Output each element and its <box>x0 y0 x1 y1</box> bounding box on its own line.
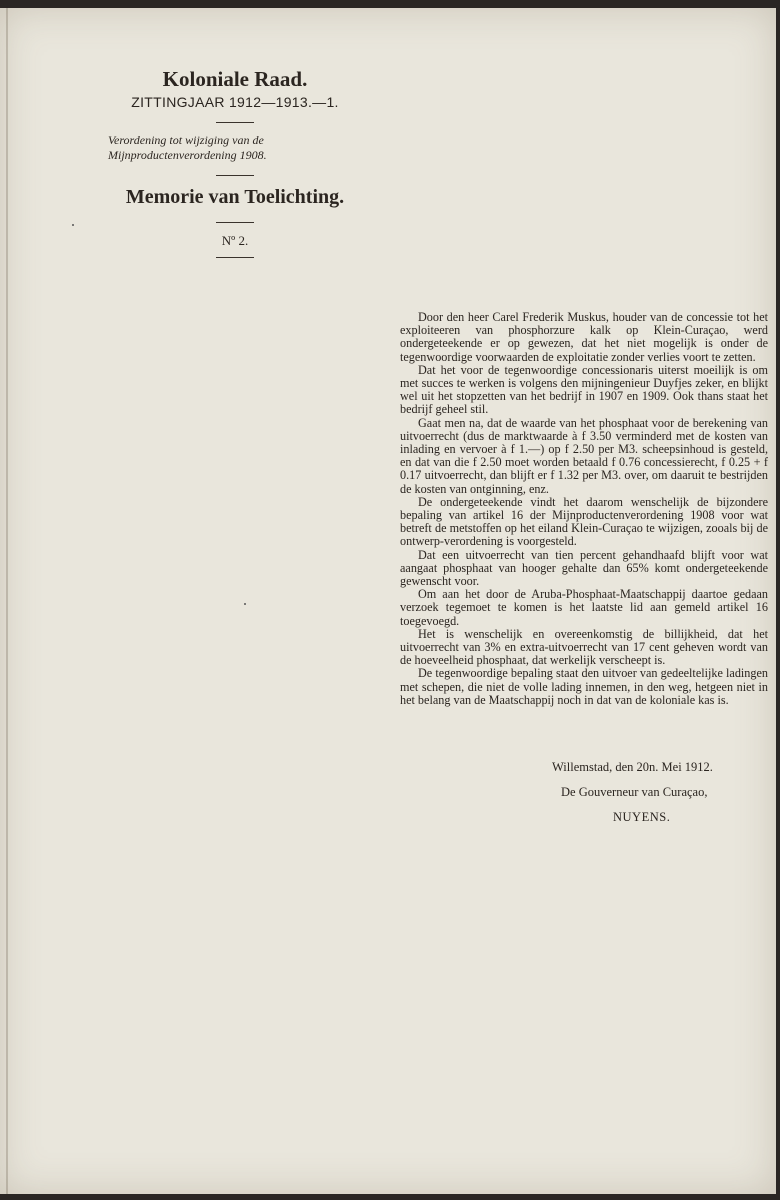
paragraph: Dat een uitvoerrecht van tien percent gehandhaafd blijft voor wat aangaat phosphaat van hooger gehalte dan 65% komt ondergeteekende gewenscht voor. <box>400 547 768 589</box>
paragraph: Het is wenschelijk en overeenkomstig de billijkheid, dat het uitvoerrecht van 3% en extra-uitvoerrecht van 17 cent geheven wordt van de hoeveelheid phosphaat, dat werkelijk verscheept is. <box>400 626 768 668</box>
document-page <box>0 8 776 1194</box>
regulation-subtitle: Verordening tot wijziging van de Mijnproductenverordening 1908. <box>108 133 267 162</box>
paragraph: Gaat men na, dat de waarde van het phosphaat voor de berekening van uitvoerrecht (dus de marktwaarde à f 3.50 verminderd met de kosten van inlading en vervoer à f 1.—) op f 2.50 per M3. scheepsinhoud is gesteld, en dat van die f 2.50 moet worden betaald f 0.76 concessierecht, f 0.25 + f 0.17 uitvoerrecht, dan blijft er f 1.32 per M3. over, om daaruit te bestrijden de kosten van ontginning, enz. <box>400 415 768 496</box>
governor-office: De Gouverneur van Curaçao, <box>561 785 708 799</box>
divider <box>216 257 254 258</box>
divider <box>216 222 254 223</box>
speck <box>72 224 74 226</box>
paragraph: Door den heer Carel Frederik Muskus, houder van de concessie tot het exploiteeren van phosphorzure kalk op Klein-Curaçao, werd ondergeteekende er op gewezen, dat het niet mogelijk is onder de tegenwoordige voorwaarden de exploitatie zonder verlies voort te zetten. <box>400 310 768 364</box>
session-year: ZITTINGJAAR 1912—1913.—1. <box>131 94 339 110</box>
divider <box>216 175 254 176</box>
memo-body <box>400 311 768 707</box>
paragraph: De tegenwoordige bepaling staat den uitvoer van gedeeltelijke ladingen met schepen, die niet de volle lading innemen, in den weg, hetgeen niet in het belang van de Maatschappij noch in dat van de koloniale kas is. <box>400 666 768 707</box>
memo-title: Memorie van Toelichting. <box>125 186 345 208</box>
paragraph: De ondergeteekende vindt het daarom wenschelijk de bijzondere bepaling van artikel 16 der Mijnproductenverordening 1908 voor wat betreft de metstoffen op het eiland Klein-Curaçao te wijzigen, zooals bij de ontwerp-verordening is voorgesteld. <box>400 494 768 549</box>
paragraph: Om aan het door de Aruba-Phosphaat-Maatschappij daartoe gedaan verzoek tegemoet te komen is het laatste lid aan gemeld artikel 16 toegevoegd. <box>400 587 768 628</box>
paragraph: Dat het voor de tegenwoordige concessionaris uiterst moeilijk is om met succes te werken is volgens den mijningenieur Duyfjes zeker, en blijkt wel uit het stopzetten van het bedrijf in 1907 en 1909. Ook thans staat het bedrijf geheel stil. <box>400 362 768 417</box>
speck <box>244 603 246 605</box>
council-title: Koloniale Raad. <box>162 67 308 91</box>
signatory-name: NUYENS. <box>613 810 671 824</box>
place-date: Willemstad, den 20n. Mei 1912. <box>552 760 713 774</box>
divider <box>216 122 254 123</box>
header-block <box>100 66 370 268</box>
document-number: Nº 2. <box>221 233 249 248</box>
